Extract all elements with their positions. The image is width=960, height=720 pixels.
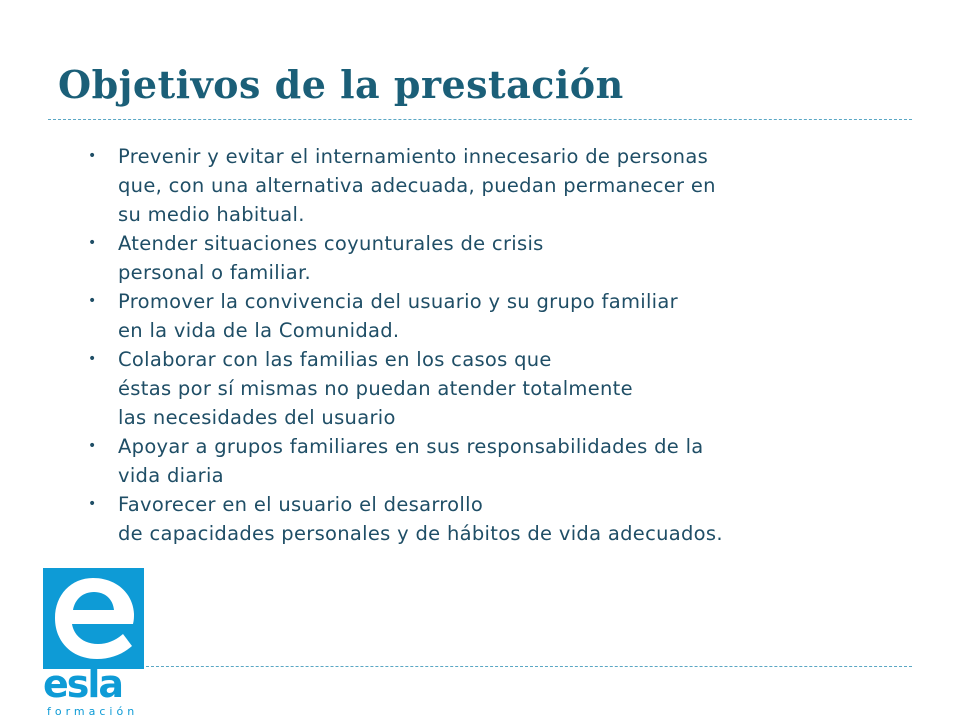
bullet-icon: • [88, 235, 97, 251]
list-item-text: Prevenir y evitar el internamiento innecesario de personas que, con una alternativa adecuada, puedan permanecer en su medio habitual. [118, 145, 716, 226]
list-item [88, 142, 908, 229]
list-item [88, 287, 908, 345]
bullet-icon: • [88, 148, 97, 164]
bullet-icon: • [88, 496, 97, 512]
title-divider [48, 119, 912, 120]
bullet-icon: • [88, 351, 97, 367]
list-item-text: Colaborar con las familias en los casos que éstas por sí mismas no puedan atender totalmente las necesidades del usuario [118, 348, 633, 429]
bullet-icon: • [88, 438, 97, 454]
list-item-text: Favorecer en el usuario el desarrollo de capacidades personales y de hábitos de vida adecuados. [118, 493, 723, 545]
logo-subtitle: formación [47, 705, 139, 718]
list-item-text: Promover la convivencia del usuario y su grupo familiar en la vida de la Comunidad. [118, 290, 678, 342]
logo-mark-icon [43, 568, 144, 669]
list-item [88, 345, 908, 432]
esla-logo [43, 568, 144, 720]
footer-divider [146, 666, 912, 667]
list-item-text: Apoyar a grupos familiares en sus responsabilidades de la vida diaria [118, 435, 704, 487]
objectives-list [88, 142, 908, 548]
logo-wordmark: esla [43, 662, 123, 706]
bullet-icon: • [88, 293, 97, 309]
list-item [88, 490, 908, 548]
logo-e-icon [43, 568, 144, 669]
list-item [88, 229, 908, 287]
list-item [88, 432, 908, 490]
list-item-text: Atender situaciones coyunturales de crisis personal o familiar. [118, 232, 544, 284]
slide-title: Objetivos de la prestación [58, 62, 624, 107]
